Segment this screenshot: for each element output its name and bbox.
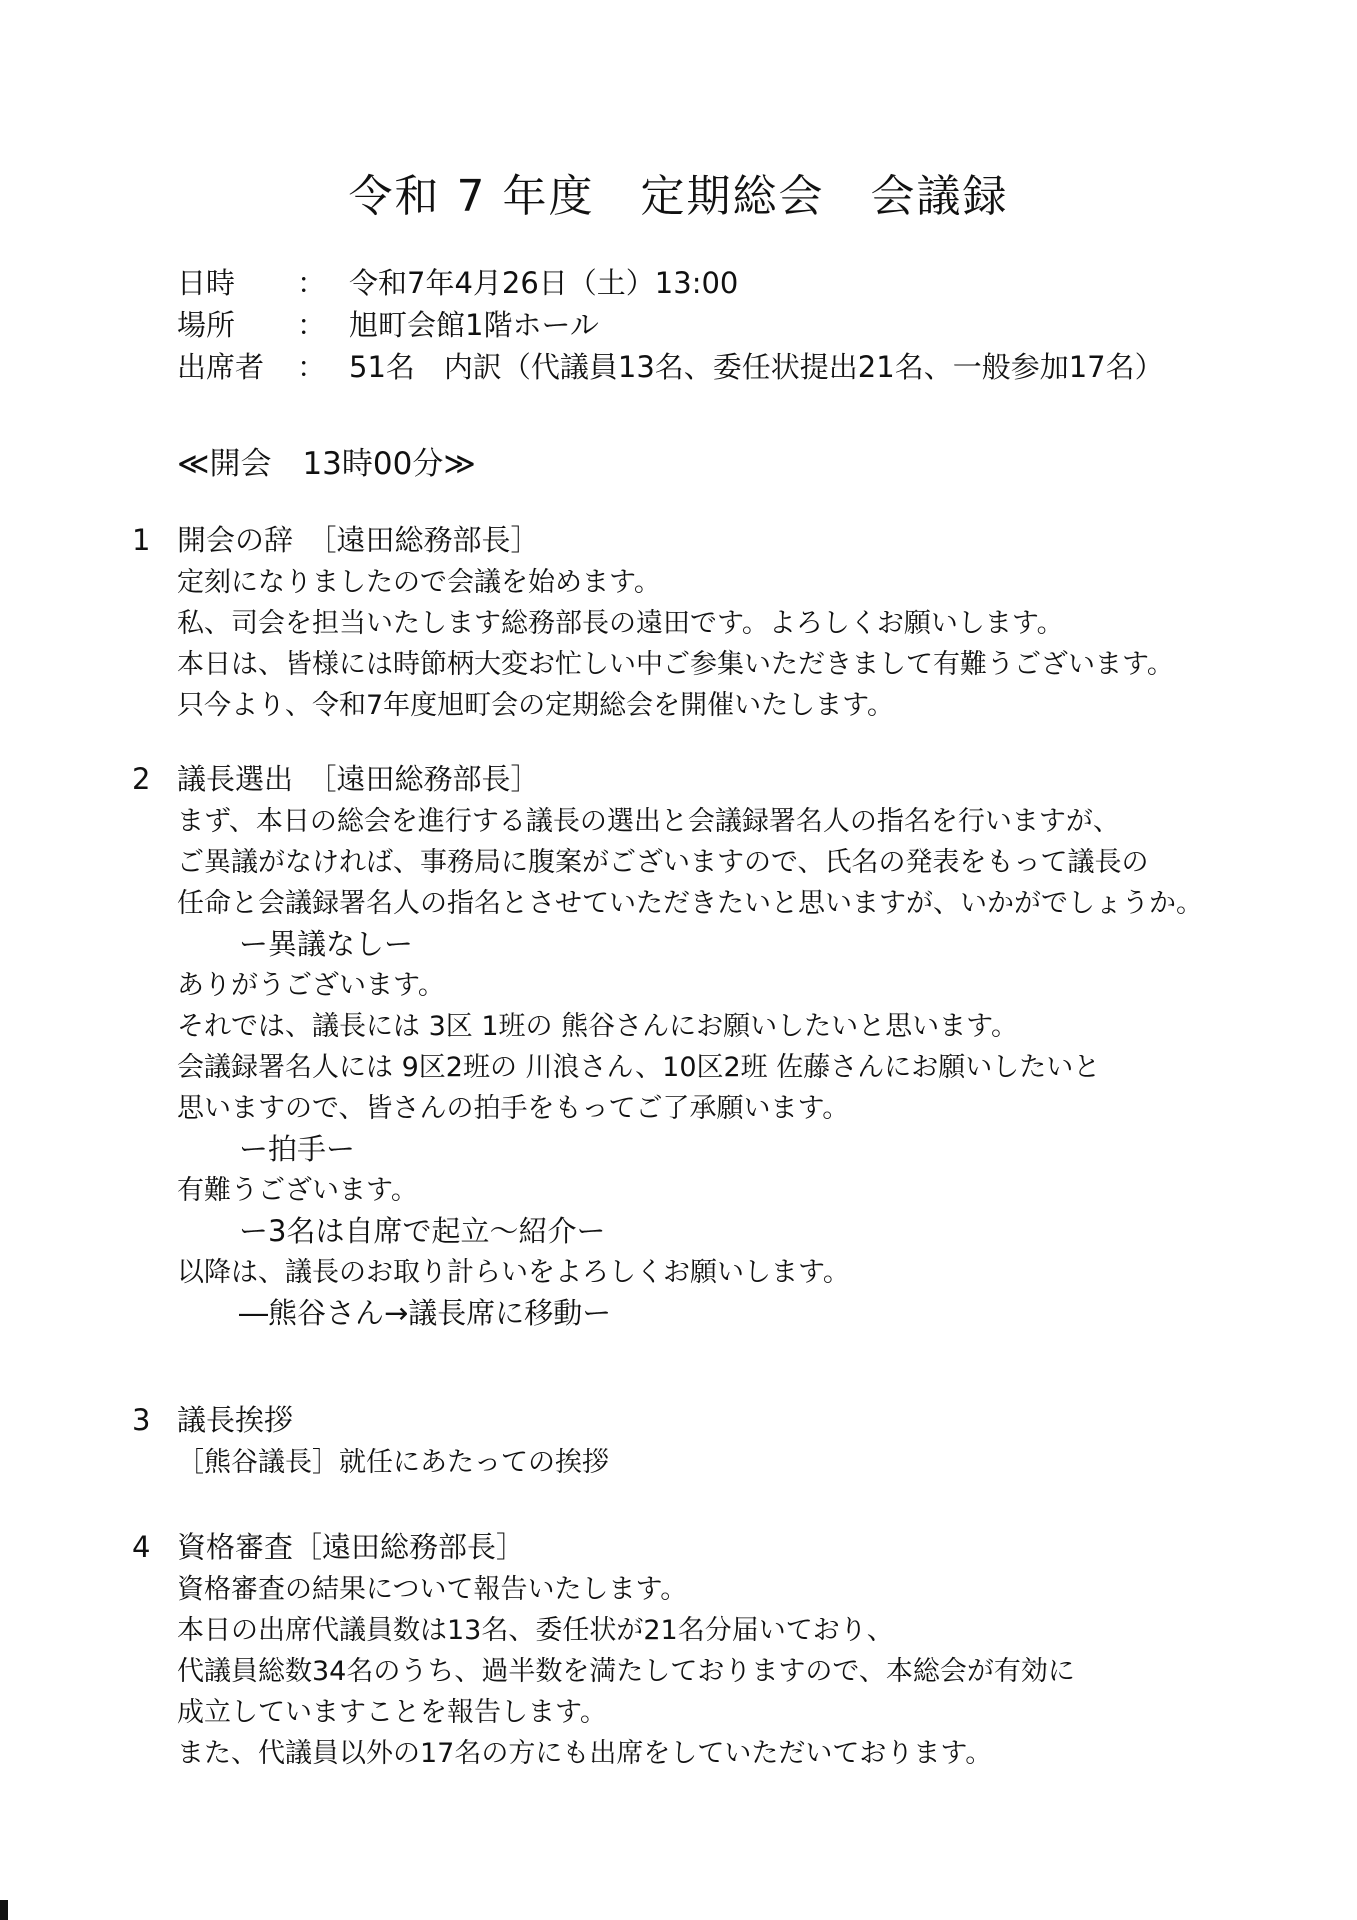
info-label: 場所 [177,308,236,342]
scan-edge-mark [0,1900,8,1920]
section-1 [132,518,1174,726]
section-title: 資格審査［遠田総務部長］ [177,1530,526,1564]
section-4 [132,1525,1075,1774]
section-heading [132,518,1174,562]
minutes-line: また、代議員以外の17名の方にも出席をしていただいております。 [177,1738,993,1769]
info-row-attendees [177,346,1164,388]
minutes-line: 只今より、令和7年度旭町会の定期総会を開催いたします。 [177,690,895,721]
section-title: 議長選出 ［遠田総務部長］ [177,762,540,796]
section-body [132,562,1174,726]
section-body [132,801,1203,1334]
minutes-line: 成立していますことを報告します。 [177,1697,607,1728]
opening-time: ≪開会 13時00分≫ [177,446,476,482]
info-value: 51名 内訳（代議員13名、委任状提出21名、一般参加17名） [349,350,1164,384]
minutes-line: 代議員総数34名のうち、過半数を満たしておりますので、本総会が有効に [177,1656,1075,1687]
info-separator: ： [297,308,327,342]
section-body [132,1442,609,1483]
minutes-line: それでは、議長には 3区 1班の 熊谷さんにお願いしたいと思います。 [177,1011,1018,1042]
info-separator: ： [297,266,327,300]
minutes-line: 会議録署名人には 9区2班の 川浪さん、10区2班 佐藤さんにお願いしたいと [177,1052,1101,1083]
minutes-line: 思いますので、皆さんの拍手をもってご了承願います。 [177,1093,850,1124]
info-label: 日時 [177,266,236,300]
section-number: 4 [132,1530,151,1564]
minutes-line: 有難うございます。 [177,1175,418,1206]
minutes-line: ［熊谷議長］就任にあたっての挨拶 [177,1447,609,1478]
info-value: 旭町会館1階ホール [349,308,599,342]
section-number: 3 [132,1403,151,1437]
info-row-datetime [177,262,1164,304]
section-body [132,1569,1075,1774]
info-label: 出席者 [177,350,265,384]
section-number: 2 [132,762,151,796]
minutes-line: 任命と会議録署名人の指名とさせていただきたいと思いますが、いかがでしょうか。 [177,888,1203,919]
minutes-line: 以降は、議長のお取り計らいをよろしくお願いします。 [177,1257,850,1288]
info-row-venue [177,304,1164,346]
section-2 [132,757,1203,1334]
minutes-line: 本日は、皆様には時節柄大変お忙しい中ご参集いただきまして有難うございます。 [177,649,1174,680]
section-title: 議長挨拶 [177,1403,294,1437]
stage-direction: ー3名は自席で起立～紹介ー [239,1214,606,1248]
section-heading [132,1525,1075,1569]
minutes-line: 資格審査の結果について報告いたします。 [177,1574,688,1605]
stage-direction: ー異議なしー [239,927,414,961]
info-value: 令和7年4月26日（土）13:00 [349,266,739,300]
stage-direction: ー拍手ー [239,1132,356,1166]
minutes-line: 私、司会を担当いたします総務部長の遠田です。よろしくお願いします。 [177,608,1064,639]
info-separator: ： [297,350,327,384]
minutes-line: まず、本日の総会を進行する議長の選出と会議録署名人の指名を行いますが、 [177,806,1120,837]
section-heading [132,757,1203,801]
section-title: 開会の辞 ［遠田総務部長］ [177,523,540,557]
minutes-line: 本日の出席代議員数は13名、委任状が21名分届いており、 [177,1615,894,1646]
section-heading [132,1398,609,1442]
minutes-line: ご異議がなければ、事務局に腹案がございますので、氏名の発表をもって議長の [177,847,1149,878]
minutes-line: ありがうございます。 [177,970,445,1001]
stage-direction: ―熊谷さん→議長席に移動ー [239,1296,612,1330]
section-3 [132,1398,609,1483]
minutes-line: 定刻になりましたので会議を始めます。 [177,567,661,598]
meeting-info [177,262,1164,388]
section-number: 1 [132,523,151,557]
document-title: 令和 7 年度 定期総会 会議録 [348,171,1009,222]
